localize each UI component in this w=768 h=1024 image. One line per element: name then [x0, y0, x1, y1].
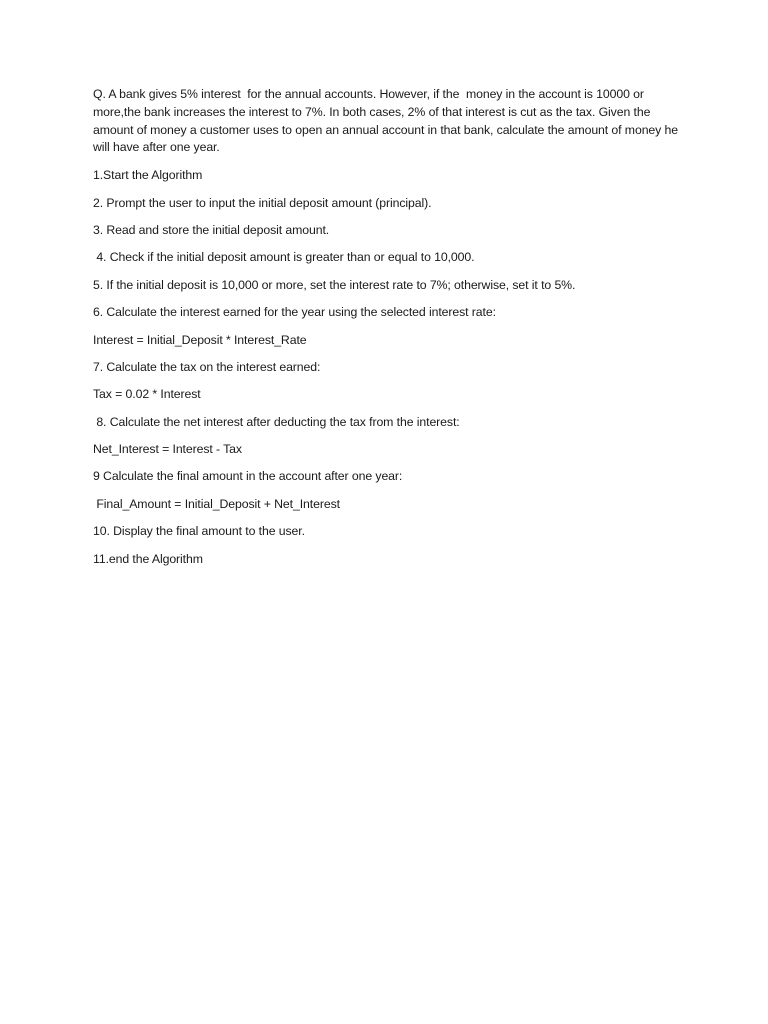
algorithm-step-prompt: 2. Prompt the user to input the initial deposit amount (principal). [93, 195, 432, 210]
algorithm-step-calc-tax: 7. Calculate the tax on the interest earned: [93, 359, 321, 374]
algorithm-step-end: 11.end the Algorithm [93, 551, 203, 566]
formula-net-interest: Net_Interest = Interest - Tax [93, 442, 242, 457]
formula-interest: Interest = Initial_Deposit * Interest_Rate [93, 332, 307, 347]
algorithm-step-final-amount: 9 Calculate the final amount in the account after one year: [93, 469, 403, 484]
formula-final-amount: Final_Amount = Initial_Deposit + Net_Interest [93, 496, 340, 511]
algorithm-step-set-rate: 5. If the initial deposit is 10,000 or more, set the interest rate to 7%; otherwise, set it to 5%. [93, 277, 576, 292]
algorithm-step-net-interest: 8. Calculate the net interest after deducting the tax from the interest: [93, 414, 460, 429]
algorithm-step-start: 1.Start the Algorithm [93, 168, 203, 183]
question-paragraph: Q. A bank gives 5% interest for the annual accounts. However, if the money in the account is 10000 or more,the bank increases the interest to 7%. In both cases, 2% of that interest is cut as the tax. Given the amount of money a customer uses to open an annual account in that bank, calculate the amount of money he will have after one year. [93, 87, 682, 155]
algorithm-step-display: 10. Display the final amount to the user. [93, 524, 305, 539]
document-body [93, 86, 693, 578]
algorithm-step-read: 3. Read and store the initial deposit amount. [93, 222, 330, 237]
algorithm-step-calc-interest: 6. Calculate the interest earned for the year using the selected interest rate: [93, 305, 496, 320]
algorithm-step-check: 4. Check if the initial deposit amount is greater than or equal to 10,000. [93, 250, 475, 265]
formula-tax: Tax = 0.02 * Interest [93, 387, 201, 402]
